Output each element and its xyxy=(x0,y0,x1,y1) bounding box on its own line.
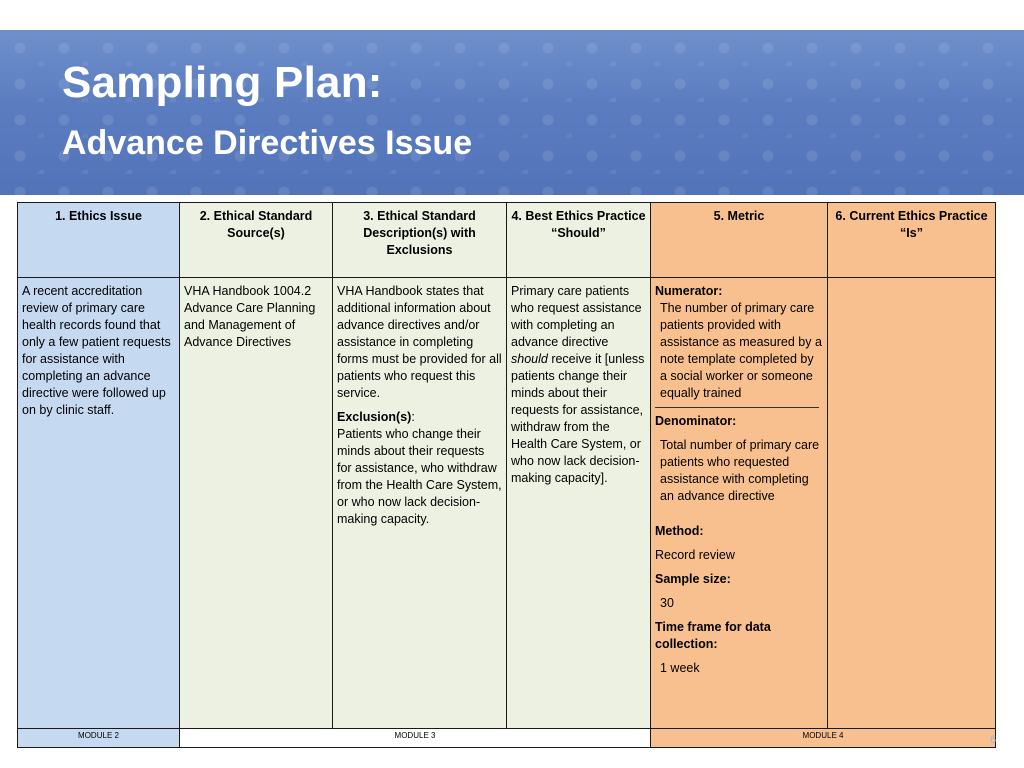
time-frame-value: 1 week xyxy=(660,661,700,675)
sample-size-value: 30 xyxy=(660,596,674,610)
exclusion-heading xyxy=(337,409,502,426)
module-2-label: MODULE 2 xyxy=(18,729,180,748)
exclusion-label: Exclusion(s) xyxy=(337,410,412,424)
numerator-label: Numerator: xyxy=(655,284,723,298)
cell-standard-source: VHA Handbook 1004.2 Advance Care Planning and Management of Advance Directives xyxy=(180,278,333,729)
exclusion-text: Patients who change their minds about their requests for assistance, who withdraw from the Health Care System, or who now lack decision-making capacity. xyxy=(337,427,502,526)
table-header-row xyxy=(18,203,996,278)
module-4-label: MODULE 4 xyxy=(651,729,996,748)
header-ethical-standard-description: 3. Ethical Standard Description(s) with Exclusions xyxy=(333,203,507,278)
sample-size-label: Sample size: xyxy=(655,572,731,586)
header-current-ethics-practice: 6. Current Ethics Practice “Is” xyxy=(828,203,996,278)
time-frame-label: Time frame for data collection: xyxy=(655,620,771,651)
cell-best-practice xyxy=(507,278,651,729)
cell-ethics-issue: A recent accreditation review of primary care health records found that only a few patient requests for assistance with completing an advance directive were followed up on by clinic staff. xyxy=(18,278,180,729)
denominator-label: Denominator: xyxy=(655,414,737,428)
cell-current-practice xyxy=(828,278,996,729)
best-practice-text-after: receive it [unless patients change their minds about their requests for assistance, withdraw from the Health Care System, or who now lack decision-making capacity]. xyxy=(511,352,645,485)
header-ethics-issue: 1. Ethics Issue xyxy=(18,203,180,278)
module-3-label: MODULE 3 xyxy=(180,729,651,748)
cell-standard-description xyxy=(333,278,507,729)
method-label: Method: xyxy=(655,524,704,538)
denominator-text: Total number of primary care patients who requested assistance with completing an advance directive xyxy=(660,438,820,503)
best-practice-should: should xyxy=(511,352,548,366)
title-banner xyxy=(0,30,1024,195)
exclusion-colon: : xyxy=(411,410,415,424)
module-footer-row xyxy=(18,729,996,748)
header-metric: 5. Metric xyxy=(651,203,828,278)
numerator-text: The number of primary care patients provided with assistance as measured by a note template completed by a social worker or someone equally trained xyxy=(660,301,822,400)
metric-divider xyxy=(655,407,819,408)
header-ethical-standard-source: 2. Ethical Standard Source(s) xyxy=(180,203,333,278)
standard-description-text: VHA Handbook states that additional information about advance directives and/or assistance in completing forms must be provided for all patients who request this service. xyxy=(337,284,502,400)
header-best-ethics-practice: 4. Best Ethics Practice “Should” xyxy=(507,203,651,278)
page-title: Sampling Plan: xyxy=(62,58,383,107)
method-text: Record review xyxy=(655,548,735,562)
page-subtitle: Advance Directives Issue xyxy=(62,124,473,162)
sampling-plan-table xyxy=(17,202,996,748)
table-row xyxy=(18,278,996,729)
cell-metric xyxy=(651,278,828,729)
best-practice-text-before: Primary care patients who request assistance with completing an advance directive xyxy=(511,284,642,349)
page-number: 6 xyxy=(990,734,997,746)
